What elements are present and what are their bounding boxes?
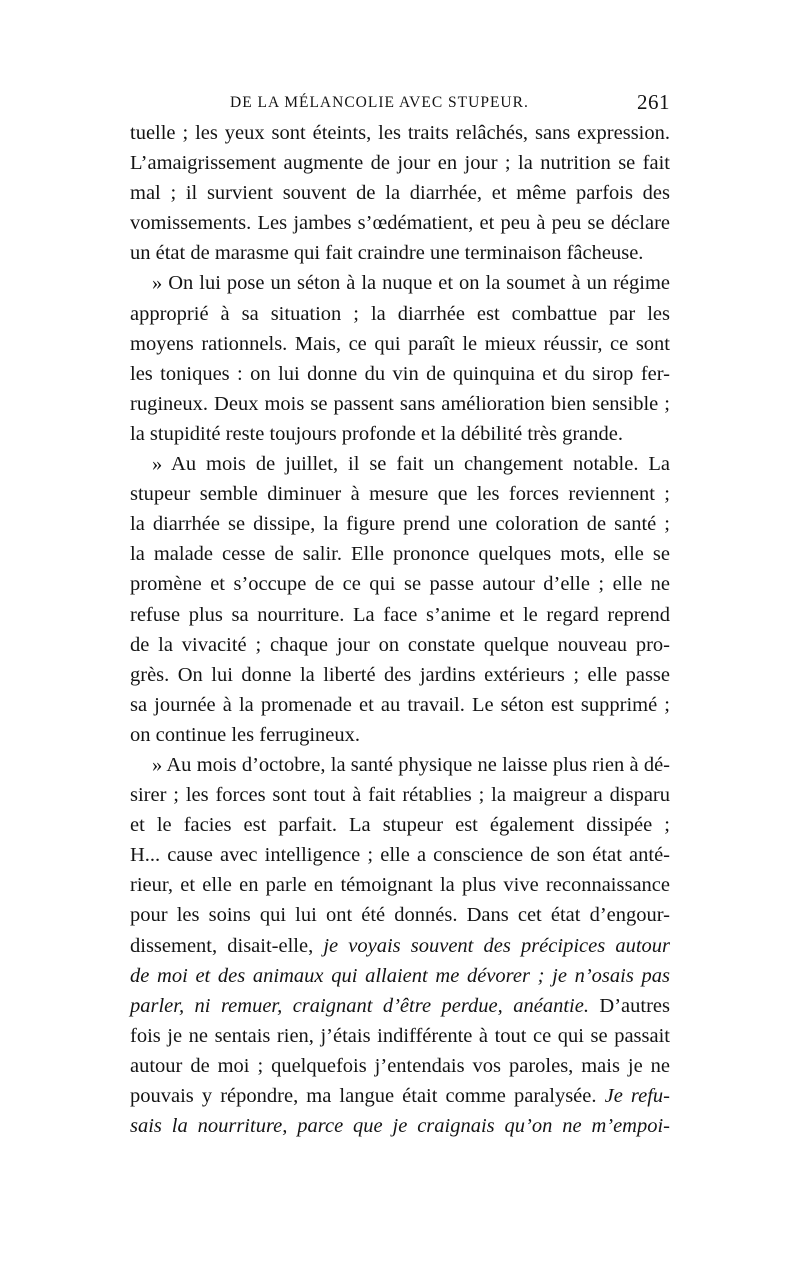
text-line: [130, 600, 670, 630]
text-segment: » On lui pose un séton à la nuque et on la soumet à un régime: [152, 272, 670, 295]
text-line: [130, 660, 670, 690]
text-segment: on continue les ferrugineux.: [130, 723, 360, 746]
text-segment: » Au mois de juillet, il se fait un changement notable. La: [152, 453, 670, 476]
text-segment: fois je ne sentais rien, j’étais indifférente à tout ce qui se passait: [130, 1024, 670, 1047]
text-segment: la diarrhée se dissipe, la figure prend une coloration de santé ;: [130, 513, 670, 536]
text-line: [130, 1051, 670, 1081]
text-segment: un état de marasme qui fait craindre une terminaison fâcheuse.: [130, 242, 644, 265]
text-line: [130, 961, 670, 991]
text-line: [130, 750, 670, 780]
text-segment: la stupidité reste toujours profonde et la débilité très grande.: [130, 422, 623, 445]
text-line: [130, 1081, 670, 1111]
text-segment: vomissements. Les jambes s’œdématient, et peu à peu se déclare: [130, 212, 670, 235]
text-line: [130, 329, 670, 359]
italic-quote-segment: sais la nourriture, parce que je craignais qu’on ne m’empoi-: [130, 1115, 670, 1138]
text-line: [130, 359, 670, 389]
text-segment: » Au mois d’octobre, la santé physique ne laisse plus rien à dé-: [152, 753, 670, 776]
text-line: [130, 900, 670, 930]
text-segment: les toniques : on lui donne du vin de quinquina et du sirop fer-: [130, 362, 670, 385]
text-segment: dissement, disait-elle,: [130, 934, 324, 957]
text-segment: promène et s’occupe de ce qui se passe autour d’elle ; elle ne: [130, 573, 670, 596]
text-line: [130, 389, 670, 419]
text-segment: L’amaigrissement augmente de jour en jour ; la nutrition se fait: [130, 152, 670, 175]
text-segment: pouvais y répondre, ma langue était comme paralysée.: [130, 1085, 605, 1107]
text-line: [130, 1111, 670, 1141]
text-line: [130, 840, 670, 870]
text-segment: sa journée à la promenade et au travail. Le séton est supprimé ;: [130, 693, 670, 716]
text-line: [130, 419, 670, 449]
text-segment: H... cause avec intelligence ; elle a conscience de son état anté-: [130, 844, 670, 867]
text-line: [130, 1021, 670, 1051]
text-segment: D’autres: [588, 994, 670, 1017]
page-header: [130, 88, 670, 118]
text-segment: grès. On lui donne la liberté des jardins extérieurs ; elle passe: [130, 663, 670, 686]
italic-quote-segment: parler, ni remuer, craignant d’être perdue, anéantie.: [130, 994, 589, 1017]
text-line: [130, 991, 670, 1021]
text-line: [130, 299, 670, 329]
text-segment: autour de moi ; quelquefois j’entendais vos paroles, mais je ne: [130, 1054, 670, 1077]
text-line: [130, 630, 670, 660]
text-line: [130, 148, 670, 178]
text-segment: stupeur semble diminuer à mesure que les forces reviennent ;: [130, 483, 670, 506]
text-line: [130, 539, 670, 569]
text-segment: rieur, et elle en parle en témoignant la plus vive reconnaissance: [130, 874, 670, 897]
text-line: [130, 118, 670, 148]
text-line: [130, 931, 670, 961]
text-line: [130, 870, 670, 900]
text-line: [130, 178, 670, 208]
italic-quote-segment: Je refu-: [604, 1085, 670, 1107]
body-text: [130, 118, 670, 1141]
text-line: [130, 780, 670, 810]
text-line: [130, 810, 670, 840]
italic-quote-segment: je voyais souvent des précipices autour: [323, 934, 670, 957]
text-line: [130, 238, 670, 268]
text-segment: rugineux. Deux mois se passent sans amélioration bien sensible ;: [130, 392, 670, 415]
text-line: [130, 720, 670, 750]
book-page: [130, 88, 670, 1141]
text-line: [130, 690, 670, 720]
text-segment: refuse plus sa nourriture. La face s’anime et le regard reprend: [130, 603, 670, 626]
running-title: DE LA MÉLANCOLIE AVEC STUPEUR.: [230, 94, 529, 111]
text-segment: la malade cesse de salir. Elle prononce quelques mots, elle se: [130, 543, 670, 566]
page-number: 261: [637, 90, 670, 114]
text-segment: tuelle ; les yeux sont éteints, les traits relâchés, sans expression.: [130, 122, 670, 144]
text-line: [130, 479, 670, 509]
italic-quote-segment: de moi et des animaux qui allaient me dévorer ; je n’osais pas: [130, 964, 670, 987]
text-segment: mal ; il survient souvent de la diarrhée, et même parfois des: [130, 182, 670, 205]
text-line: [130, 569, 670, 599]
text-segment: approprié à sa situation ; la diarrhée est combattue par les: [130, 302, 670, 325]
text-segment: de la vivacité ; chaque jour on constate quelque nouveau pro-: [130, 633, 670, 656]
text-segment: moyens rationnels. Mais, ce qui paraît le mieux réussir, ce sont: [130, 332, 670, 355]
text-segment: sirer ; les forces sont tout à fait rétablies ; la maigreur a disparu: [130, 784, 670, 807]
text-segment: et le facies est parfait. La stupeur est également dissipée ;: [130, 814, 670, 837]
text-line: [130, 268, 670, 298]
text-line: [130, 208, 670, 238]
text-line: [130, 509, 670, 539]
text-segment: pour les soins qui lui ont été donnés. Dans cet état d’engour-: [130, 904, 670, 927]
text-line: [130, 449, 670, 479]
